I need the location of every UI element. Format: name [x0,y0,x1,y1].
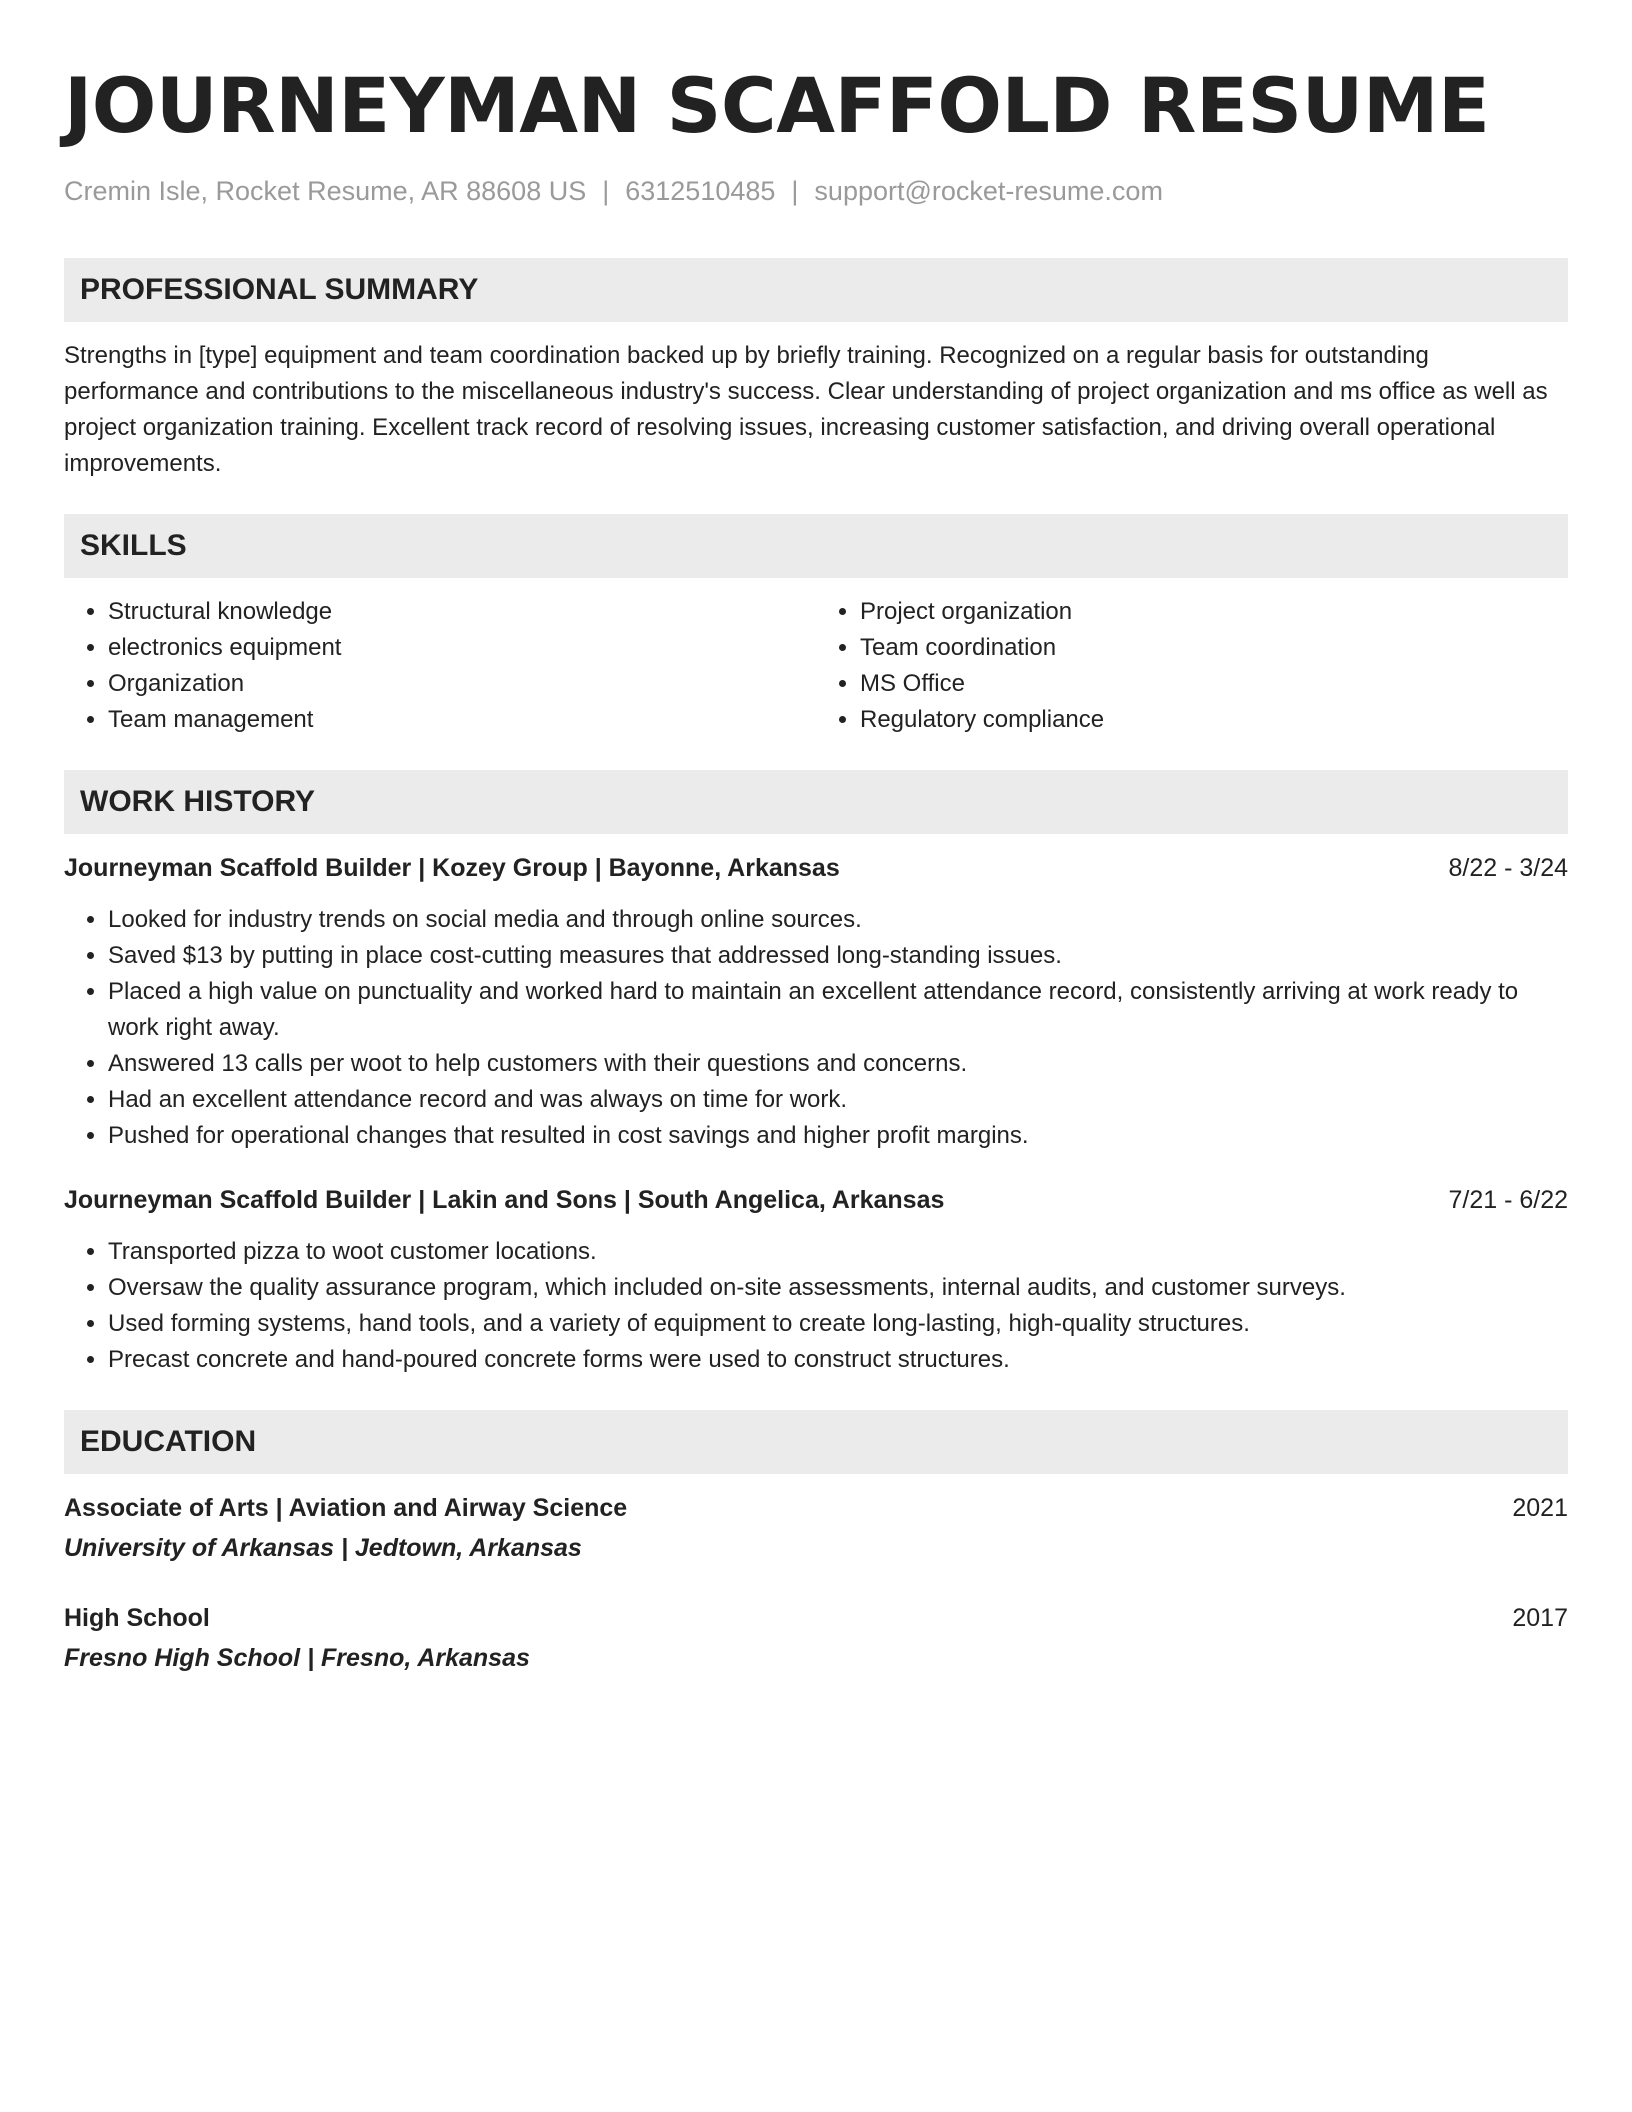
contact-separator: | [602,176,610,206]
summary-text: Strengths in [type] equipment and team coordination backed up by briefly training. Recognized on a regular basis for outstanding performance and contributions to the miscellaneous industry's success. Clear understanding of project organization and ms office as well as project organization training. Excellent track record of resolving issues, increasing customer satisfaction, and driving overall operational improvements. [64,342,1548,477]
skills-list [64,594,1568,738]
job-title: Journeyman Scaffold Builder | Kozey Group | Bayonne, Arkansas [64,854,840,882]
job-bullet: • Had an excellent attendance record and was always on time for work. [108,1082,1568,1118]
education-school: University of Arkansas | Jedtown, Arkansas [64,1534,582,1562]
job-bullet: • Oversaw the quality assurance program, which included on-site assessments, internal audits, and customer surveys. [108,1270,1568,1306]
job-bullets [64,902,1568,1154]
education-header [64,1490,1568,1526]
resume-title: JOURNEYMAN SCAFFOLD RESUME [64,61,1490,150]
skill-item: • Team coordination [860,630,1568,666]
job-bullets [64,1234,1568,1378]
education-year: 2021 [1512,1494,1568,1522]
job-bullet: • Saved $13 by putting in place cost-cutting measures that addressed long-standing issues. [108,938,1568,974]
skill-item: • MS Office [860,666,1568,702]
skill-item: • Regulatory compliance [860,702,1568,738]
contact-address: Cremin Isle, Rocket Resume, AR 88608 US [64,176,587,206]
skills-column-left [64,594,816,738]
education-school: Fresno High School | Fresno, Arkansas [64,1644,530,1672]
education-year: 2017 [1512,1604,1568,1632]
education-entry [64,1490,1568,1566]
job-header [64,1182,1568,1218]
education-entry [64,1600,1568,1676]
job-bullet: • Precast concrete and hand-poured concrete forms were used to construct structures. [108,1342,1568,1378]
skill-item: • electronics equipment [108,630,816,666]
skill-item: • Project organization [860,594,1568,630]
skill-item: • Structural knowledge [108,594,816,630]
job-bullet: • Used forming systems, hand tools, and a variety of equipment to create long-lasting, high-quality structures. [108,1306,1568,1342]
section-heading-work-history: WORK HISTORY [64,770,1568,834]
job-dates: 7/21 - 6/22 [1448,1186,1568,1214]
job-bullet: • Pushed for operational changes that resulted in cost savings and higher profit margins. [108,1118,1568,1154]
skill-item: • Organization [108,666,816,702]
section-heading-education: EDUCATION [64,1410,1568,1474]
contact-separator: | [791,176,799,206]
job-title: Journeyman Scaffold Builder | Lakin and Sons | South Angelica, Arkansas [64,1186,945,1214]
contact-line [64,174,1568,208]
job-header [64,850,1568,886]
job-entry [64,1182,1568,1378]
skills-column-right [816,594,1568,738]
job-entry [64,850,1568,1154]
contact-phone: 6312510485 [625,176,776,206]
contact-email: support@rocket-resume.com [814,176,1163,206]
job-bullet: • Placed a high value on punctuality and worked hard to maintain an excellent attendance record, consistently arriving at work ready to work right away. [108,974,1568,1046]
section-heading-skills: SKILLS [64,514,1568,578]
job-bullet: • Transported pizza to woot customer locations. [108,1234,1568,1270]
job-bullet: • Looked for industry trends on social media and through online sources. [108,902,1568,938]
education-header [64,1600,1568,1636]
skill-item: • Team management [108,702,816,738]
section-heading-summary: PROFESSIONAL SUMMARY [64,258,1568,322]
education-degree: High School [64,1604,210,1632]
job-dates: 8/22 - 3/24 [1448,854,1568,882]
job-bullet: • Answered 13 calls per woot to help customers with their questions and concerns. [108,1046,1568,1082]
education-degree: Associate of Arts | Aviation and Airway Science [64,1494,628,1522]
